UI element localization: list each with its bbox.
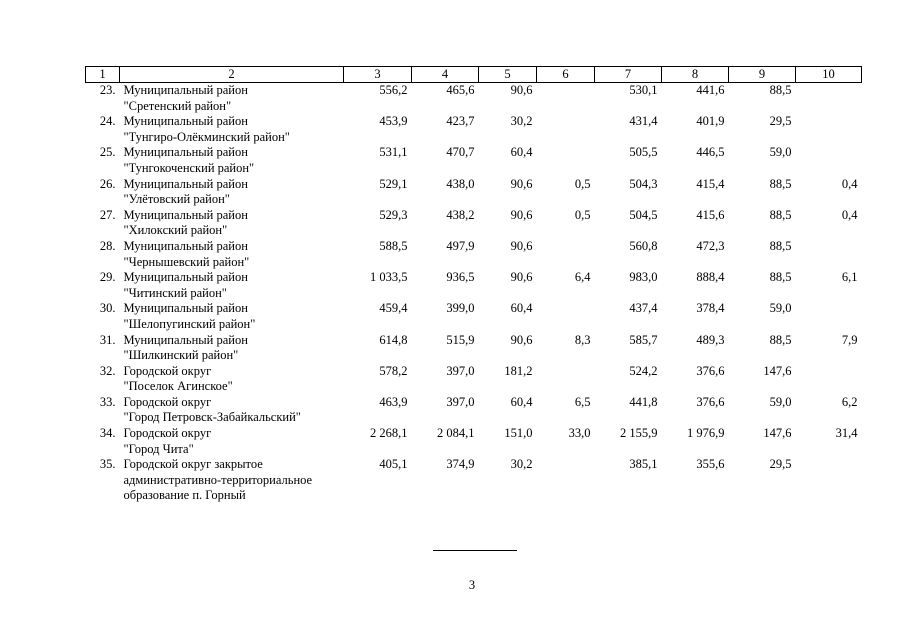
name-line: "Тунгокоченский район" bbox=[123, 160, 255, 175]
table-row bbox=[86, 333, 862, 364]
value-cell: 88,5 bbox=[769, 176, 792, 191]
table-row bbox=[86, 83, 862, 115]
name-line: Городской округ bbox=[123, 426, 212, 441]
value-cell bbox=[796, 301, 862, 332]
value-cell: 6,2 bbox=[841, 394, 858, 409]
name-line: "Поселок Агинское" bbox=[123, 379, 233, 394]
value-cell: 60,4 bbox=[510, 145, 533, 160]
value-cell: 90,6 bbox=[510, 238, 533, 253]
value-cell: 88,5 bbox=[769, 270, 792, 285]
name-line: Муниципальный район bbox=[123, 145, 248, 160]
value-cell: 936,5 bbox=[446, 270, 475, 285]
row-number: 29. bbox=[99, 270, 116, 285]
value-cell: 0,5 bbox=[574, 176, 591, 191]
value-cell: 437,4 bbox=[629, 301, 658, 316]
municipality-name bbox=[120, 270, 344, 301]
value-cell: 376,6 bbox=[696, 363, 725, 378]
value-cell bbox=[537, 239, 595, 270]
col-header: 8 bbox=[662, 67, 729, 83]
value-cell: 505,5 bbox=[629, 145, 658, 160]
value-cell: 614,8 bbox=[379, 332, 408, 347]
value-cell: 88,5 bbox=[769, 332, 792, 347]
value-cell: 515,9 bbox=[446, 332, 475, 347]
municipality-name bbox=[120, 208, 344, 239]
table-body bbox=[86, 83, 862, 505]
value-cell: 983,0 bbox=[629, 270, 658, 285]
value-cell: 504,3 bbox=[629, 176, 658, 191]
value-cell: 90,6 bbox=[510, 270, 533, 285]
value-cell: 90,6 bbox=[510, 83, 533, 97]
value-cell: 531,1 bbox=[379, 145, 408, 160]
value-cell: 431,4 bbox=[629, 114, 658, 129]
value-cell bbox=[537, 83, 595, 115]
value-cell: 6,4 bbox=[574, 270, 591, 285]
value-cell: 151,0 bbox=[504, 426, 533, 441]
value-cell: 397,0 bbox=[446, 363, 475, 378]
value-cell: 90,6 bbox=[510, 207, 533, 222]
value-cell: 30,2 bbox=[510, 457, 533, 472]
value-cell bbox=[796, 83, 862, 115]
municipality-name bbox=[120, 426, 344, 457]
value-cell: 463,9 bbox=[379, 394, 408, 409]
value-cell: 470,7 bbox=[446, 145, 475, 160]
value-cell: 31,4 bbox=[835, 426, 858, 441]
value-cell: 60,4 bbox=[510, 301, 533, 316]
value-cell: 0,4 bbox=[841, 207, 858, 222]
value-cell: 90,6 bbox=[510, 332, 533, 347]
value-cell: 29,5 bbox=[769, 457, 792, 472]
table-row bbox=[86, 239, 862, 270]
value-cell bbox=[796, 145, 862, 176]
municipality-name bbox=[120, 177, 344, 208]
row-number: 26. bbox=[99, 176, 116, 191]
municipality-name bbox=[120, 114, 344, 145]
value-cell: 8,3 bbox=[574, 332, 591, 347]
col-header: 6 bbox=[537, 67, 595, 83]
table-row bbox=[86, 301, 862, 332]
row-number: 28. bbox=[99, 238, 116, 253]
municipality-name bbox=[120, 145, 344, 176]
value-cell bbox=[796, 114, 862, 145]
col-header: 10 bbox=[796, 67, 862, 83]
value-cell: 59,0 bbox=[769, 394, 792, 409]
value-cell: 147,6 bbox=[763, 363, 792, 378]
name-line: "Тунгиро-Олёкминский район" bbox=[123, 129, 290, 144]
value-cell: 378,4 bbox=[696, 301, 725, 316]
value-cell: 2 084,1 bbox=[437, 426, 475, 441]
table-row bbox=[86, 177, 862, 208]
value-cell: 7,9 bbox=[841, 332, 858, 347]
name-line: "Шилкинский район" bbox=[123, 348, 239, 363]
value-cell: 459,4 bbox=[379, 301, 408, 316]
name-line: Муниципальный район bbox=[123, 207, 248, 222]
name-line: "Хилокский район" bbox=[123, 223, 228, 238]
value-cell: 29,5 bbox=[769, 114, 792, 129]
value-cell bbox=[537, 114, 595, 145]
name-line: Муниципальный район bbox=[123, 114, 248, 129]
value-cell: 530,1 bbox=[629, 83, 658, 97]
value-cell: 401,9 bbox=[696, 114, 725, 129]
footer-rule bbox=[433, 550, 517, 551]
name-line: Муниципальный район bbox=[123, 301, 248, 316]
value-cell: 376,6 bbox=[696, 394, 725, 409]
table-row bbox=[86, 270, 862, 301]
value-cell bbox=[796, 364, 862, 395]
header-row bbox=[86, 67, 862, 83]
name-line: "Чернышевский район" bbox=[123, 254, 250, 269]
value-cell bbox=[537, 301, 595, 332]
value-cell: 578,2 bbox=[379, 363, 408, 378]
value-cell bbox=[537, 457, 595, 504]
row-number: 25. bbox=[99, 145, 116, 160]
row-number: 33. bbox=[99, 394, 116, 409]
col-header: 9 bbox=[729, 67, 796, 83]
value-cell: 438,0 bbox=[446, 176, 475, 191]
value-cell: 90,6 bbox=[510, 176, 533, 191]
name-line: Муниципальный район bbox=[123, 238, 248, 253]
row-number: 34. bbox=[99, 426, 116, 441]
value-cell: 147,6 bbox=[763, 426, 792, 441]
col-header: 1 bbox=[86, 67, 120, 83]
table-row bbox=[86, 395, 862, 426]
value-cell: 529,3 bbox=[379, 207, 408, 222]
value-cell: 397,0 bbox=[446, 394, 475, 409]
value-cell: 465,6 bbox=[446, 83, 475, 97]
name-line: Городской округ закрытое bbox=[123, 457, 263, 472]
value-cell: 446,5 bbox=[696, 145, 725, 160]
value-cell: 556,2 bbox=[379, 83, 408, 97]
col-header: 4 bbox=[412, 67, 479, 83]
table-row bbox=[86, 457, 862, 504]
value-cell: 472,3 bbox=[696, 238, 725, 253]
value-cell: 6,5 bbox=[574, 394, 591, 409]
col-header: 5 bbox=[479, 67, 537, 83]
municipality-name bbox=[120, 364, 344, 395]
row-number: 30. bbox=[99, 301, 116, 316]
value-cell: 2 155,9 bbox=[620, 426, 658, 441]
name-line: Городской округ bbox=[123, 363, 212, 378]
row-number: 24. bbox=[99, 114, 116, 129]
value-cell: 60,4 bbox=[510, 394, 533, 409]
value-cell: 504,5 bbox=[629, 207, 658, 222]
page-number: 3 bbox=[468, 578, 476, 592]
value-cell: 88,5 bbox=[769, 238, 792, 253]
table-row bbox=[86, 364, 862, 395]
value-cell: 415,4 bbox=[696, 176, 725, 191]
value-cell: 59,0 bbox=[769, 301, 792, 316]
value-cell bbox=[537, 364, 595, 395]
value-cell: 6,1 bbox=[841, 270, 858, 285]
municipality-name bbox=[120, 457, 344, 504]
value-cell: 560,8 bbox=[629, 238, 658, 253]
value-cell: 88,5 bbox=[769, 83, 792, 97]
value-cell: 438,2 bbox=[446, 207, 475, 222]
value-cell: 405,1 bbox=[379, 457, 408, 472]
name-line: Муниципальный район bbox=[123, 332, 248, 347]
value-cell: 453,9 bbox=[379, 114, 408, 129]
name-line: "Шелопугинский район" bbox=[123, 316, 256, 331]
name-line: "Город Петровск-Забайкальский" bbox=[123, 410, 301, 425]
value-cell: 181,2 bbox=[504, 363, 533, 378]
value-cell: 441,8 bbox=[629, 394, 658, 409]
row-number: 35. bbox=[99, 457, 116, 472]
value-cell: 524,2 bbox=[629, 363, 658, 378]
name-line: Муниципальный район bbox=[123, 83, 248, 97]
col-header: 2 bbox=[120, 67, 344, 83]
value-cell: 489,3 bbox=[696, 332, 725, 347]
name-line: Городской округ bbox=[123, 394, 212, 409]
value-cell: 2 268,1 bbox=[370, 426, 408, 441]
name-line: административно-территориальное bbox=[123, 472, 313, 487]
row-number: 27. bbox=[99, 207, 116, 222]
col-header: 3 bbox=[344, 67, 412, 83]
value-cell: 385,1 bbox=[629, 457, 658, 472]
value-cell: 497,9 bbox=[446, 238, 475, 253]
name-line: Муниципальный район bbox=[123, 270, 248, 285]
municipality-name bbox=[120, 239, 344, 270]
value-cell bbox=[796, 239, 862, 270]
value-cell: 0,5 bbox=[574, 207, 591, 222]
value-cell: 1 976,9 bbox=[687, 426, 725, 441]
name-line: "Читинский район" bbox=[123, 285, 227, 300]
value-cell: 0,4 bbox=[841, 176, 858, 191]
row-number: 31. bbox=[99, 332, 116, 347]
name-line: "Сретенский район" bbox=[123, 98, 232, 113]
data-table bbox=[85, 66, 862, 504]
municipality-name bbox=[120, 83, 344, 115]
name-line: образование п. Горный bbox=[123, 488, 246, 503]
value-cell: 33,0 bbox=[568, 426, 591, 441]
value-cell: 374,9 bbox=[446, 457, 475, 472]
value-cell: 441,6 bbox=[696, 83, 725, 97]
col-header: 7 bbox=[595, 67, 662, 83]
name-line: Муниципальный район bbox=[123, 176, 248, 191]
table-row bbox=[86, 114, 862, 145]
value-cell: 529,1 bbox=[379, 176, 408, 191]
name-line: "Город Чита" bbox=[123, 441, 194, 456]
value-cell: 588,5 bbox=[379, 238, 408, 253]
value-cell: 399,0 bbox=[446, 301, 475, 316]
value-cell: 1 033,5 bbox=[370, 270, 408, 285]
municipality-name bbox=[120, 301, 344, 332]
value-cell: 415,6 bbox=[696, 207, 725, 222]
value-cell: 88,5 bbox=[769, 207, 792, 222]
table-row bbox=[86, 145, 862, 176]
row-number: 32. bbox=[99, 363, 116, 378]
value-cell: 59,0 bbox=[769, 145, 792, 160]
table-row bbox=[86, 426, 862, 457]
municipality-name bbox=[120, 333, 344, 364]
value-cell bbox=[796, 457, 862, 504]
value-cell: 423,7 bbox=[446, 114, 475, 129]
value-cell: 355,6 bbox=[696, 457, 725, 472]
value-cell bbox=[537, 145, 595, 176]
value-cell: 30,2 bbox=[510, 114, 533, 129]
table-row bbox=[86, 208, 862, 239]
value-cell: 585,7 bbox=[629, 332, 658, 347]
municipality-name bbox=[120, 395, 344, 426]
value-cell: 888,4 bbox=[696, 270, 725, 285]
row-number: 23. bbox=[99, 83, 116, 97]
name-line: "Улётовский район" bbox=[123, 192, 230, 207]
